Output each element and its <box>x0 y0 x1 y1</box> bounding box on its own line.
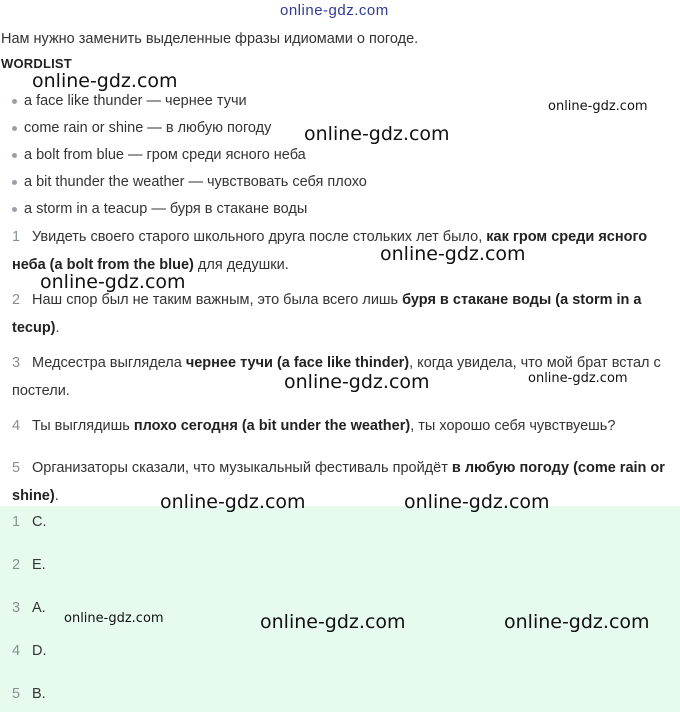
wordlist-item <box>12 93 247 109</box>
wordlist-item <box>12 147 306 163</box>
task-text-end: для дедушки. <box>193 257 289 273</box>
answer-value: C. <box>32 514 47 530</box>
wordlist-item-text: a face like thunder — чернее тучи <box>24 93 247 109</box>
task-number: 3 <box>12 355 21 371</box>
answer-number: 4 <box>12 643 21 659</box>
task-highlight: в любую погоду (come rain or shine) <box>12 460 665 504</box>
watermark: online-gdz.com <box>528 371 628 386</box>
answer-item <box>12 514 47 530</box>
task-number: 4 <box>12 418 21 434</box>
task-highlight: плохо сегодня (a bit under the weather) <box>133 418 411 434</box>
task-text-end: . <box>54 488 59 504</box>
wordlist-item <box>12 174 367 190</box>
task-text: Организаторы сказали, что музыкальный фестиваль пройдёт <box>32 460 452 476</box>
bullet-icon <box>12 99 17 104</box>
answer-number: 2 <box>12 557 21 573</box>
watermark: online-gdz.com <box>380 243 526 265</box>
task-number: 5 <box>12 460 21 476</box>
answer-number: 1 <box>12 514 21 530</box>
task-text: Ты выглядишь <box>32 418 134 434</box>
task-text-end: , ты хорошо себя чувствуешь? <box>410 418 616 434</box>
watermark: online-gdz.com <box>160 491 306 513</box>
answer-value: B. <box>32 686 46 702</box>
task-item <box>12 454 672 510</box>
task-highlight: буря в стакане воды (a storm in a tecup) <box>12 292 642 336</box>
bullet-icon <box>12 207 17 212</box>
task-text: Увидеть своего старого школьного друга после стольких лет было, <box>32 229 487 245</box>
task-highlight: как гром среди ясного неба (a bolt from the blue) <box>12 229 648 273</box>
bullet-icon <box>12 180 17 185</box>
intro-text: Нам нужно заменить выделенные фразы идиомами о погоде. <box>1 31 419 47</box>
answer-number: 5 <box>12 686 21 702</box>
task-number: 1 <box>12 229 21 245</box>
watermark: online-gdz.com <box>284 371 430 393</box>
wordlist-item-text: a bit thunder the weather — чувствовать себя плохо <box>24 174 367 190</box>
answer-item <box>12 686 46 702</box>
answer-value: E. <box>32 557 46 573</box>
wordlist-item <box>12 120 271 136</box>
answer-value: A. <box>32 600 46 616</box>
answer-item <box>12 643 47 659</box>
answers-panel <box>0 506 680 712</box>
wordlist-item <box>12 201 307 217</box>
answer-item <box>12 600 46 616</box>
task-item <box>12 286 672 342</box>
answer-number: 3 <box>12 600 21 616</box>
watermark: online-gdz.com <box>548 99 648 114</box>
watermark: online-gdz.com <box>260 611 406 633</box>
task-text: Медсестра выглядела <box>32 355 186 371</box>
wordlist-item-text: a bolt from blue — гром среди ясного неба <box>24 147 306 163</box>
watermark: online-gdz.com <box>64 611 164 626</box>
task-text-end: . <box>55 320 60 336</box>
task-highlight: чернее тучи (a face like thinder) <box>185 355 410 371</box>
task-text: Наш спор был не таким важным, это была всего лишь <box>32 292 403 308</box>
wordlist-title: WORDLIST <box>1 56 72 71</box>
wordlist-item-text: come rain or shine — в любую погоду <box>24 120 272 136</box>
bullet-icon <box>12 153 17 158</box>
task-number: 2 <box>12 292 21 308</box>
wordlist-item-text: a storm in a teacup — буря в стакане воды <box>24 201 308 217</box>
answer-value: D. <box>32 643 47 659</box>
answer-item <box>12 557 46 573</box>
watermark: online-gdz.com <box>404 491 550 513</box>
watermark: online-gdz.com <box>504 611 650 633</box>
watermark: online-gdz.com <box>32 70 178 92</box>
bullet-icon <box>12 126 17 131</box>
watermark: online-gdz.com <box>40 271 186 293</box>
watermark-top: online-gdz.com <box>280 2 389 19</box>
watermark: online-gdz.com <box>304 123 450 145</box>
task-item <box>12 412 672 440</box>
task-text-end: , когда увидела, что мой брат встал с постели. <box>12 355 661 399</box>
